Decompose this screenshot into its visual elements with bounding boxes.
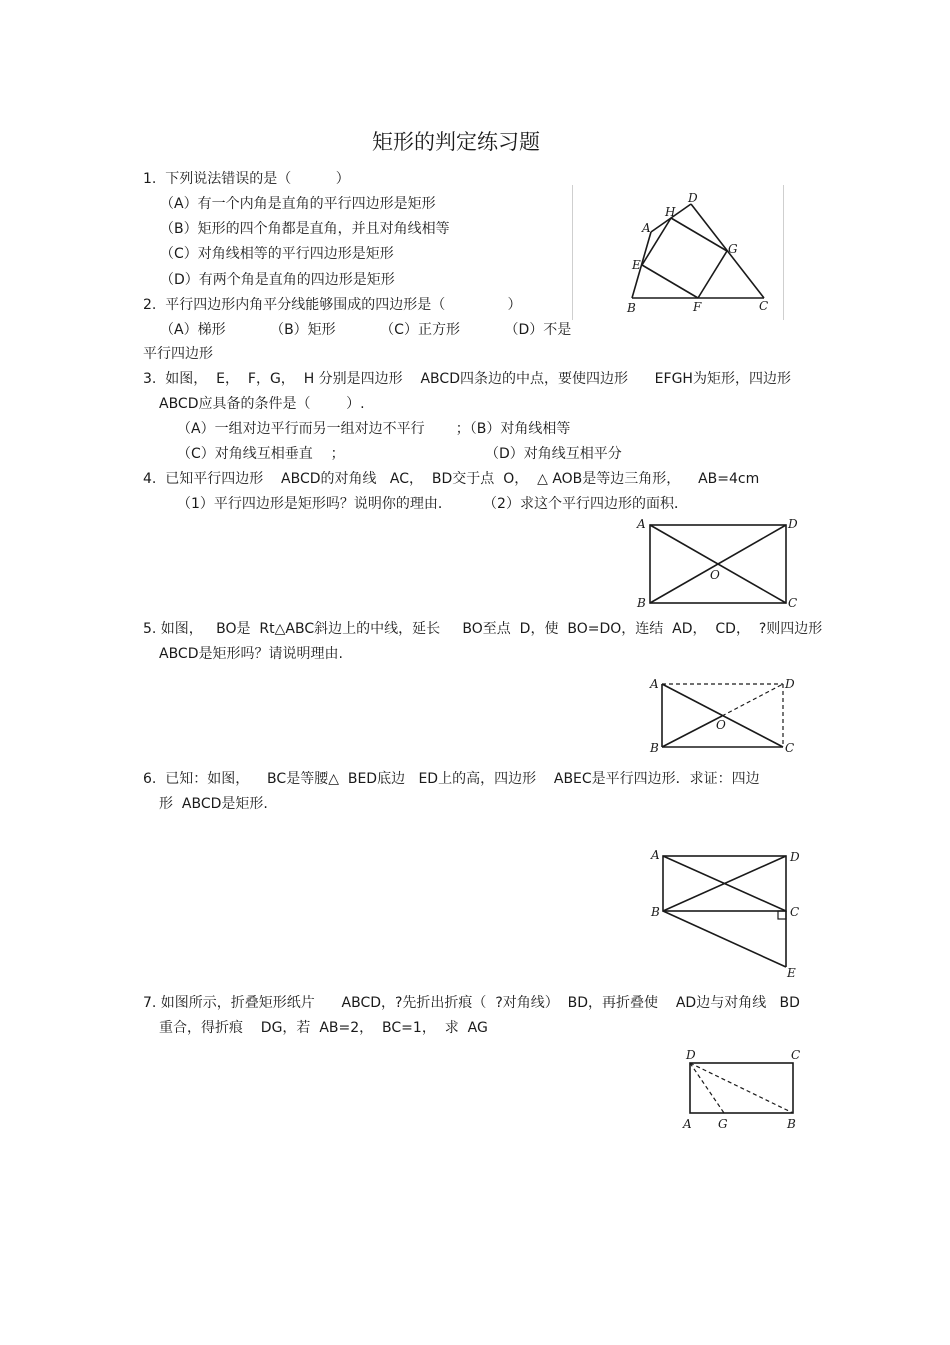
fig5-label-A: A xyxy=(683,1117,692,1131)
fig3-label-A: A xyxy=(650,677,659,691)
figure-lines xyxy=(632,204,764,298)
q4-subquestions: （1）平行四边形是矩形吗？说明你的理由． （2）求这个平行四边形的面积． xyxy=(177,496,688,512)
q3-option-d: （D）对角线互相平分 xyxy=(485,446,622,462)
fig4-label-A: A xyxy=(651,848,660,862)
q2-stem: 2. 平行四边形内角平分线能够围成的四边形是（ ） xyxy=(143,297,522,313)
fig4-label-D: D xyxy=(790,850,800,864)
q3-stem: 3. 如图， E， F，G， H 分别是四边形 ABCD四条边的中点，要使四边形 EFGH为矩形，四边形 xyxy=(143,371,791,387)
figure-lines xyxy=(650,525,786,603)
q1-option-b: （B）矩形的四个角都是直角，并且对角线相等 xyxy=(160,221,450,237)
fig3-label-C: C xyxy=(785,741,795,755)
q3-option-c: （C）对角线互相垂直 ； xyxy=(177,446,345,462)
q5-stem: 5. 如图， BO是 Rt△ABC斜边上的中线，延长 BO至点 D，使 BO=DO，连结 AD， CD， ?则四边形 xyxy=(143,621,823,637)
figure-quadrilateral-midpoints xyxy=(615,192,775,317)
q2-continuation: 平行四边形 xyxy=(143,346,213,362)
q4-stem: 4. 已知平行四边形 ABCD的对角线 AC， BD交于点 O， △ AOB是等边三角形， AB=4cm xyxy=(143,471,760,487)
fig2-label-O: O xyxy=(710,568,720,582)
q7-stem: 7. 如图所示，折叠矩形纸片 ABCD，?先折出折痕（ ?对角线） BD，再折叠使 AD边与对角线 BD xyxy=(143,995,800,1011)
figure-right-triangle-median xyxy=(645,675,805,755)
figure-folded-rectangle xyxy=(675,1045,815,1135)
fig1-label-B: B xyxy=(627,301,636,315)
fig2-label-C: C xyxy=(788,596,798,610)
q1-option-a: （A）有一个内角是直角的平行四边形是矩形 xyxy=(160,196,436,212)
q1-option-d: （D）有两个角是直角的四边形是矩形 xyxy=(160,272,395,288)
fig1-label-A: A xyxy=(642,221,651,235)
q1-stem: 1. 下列说法错误的是（ ） xyxy=(143,171,350,187)
fig2-label-B: B xyxy=(637,596,646,610)
fig5-label-C: C xyxy=(791,1048,801,1062)
fig2-label-D: D xyxy=(788,517,798,531)
fig5-label-B: B xyxy=(787,1117,796,1131)
fig3-label-D: D xyxy=(785,677,795,691)
fig2-label-A: A xyxy=(637,517,646,531)
figure-lines xyxy=(663,856,786,967)
figure-rectangle-diagonals xyxy=(630,515,805,610)
fig1-label-C: C xyxy=(759,299,769,313)
q3-continuation: ABCD应具备的条件是（ ）. xyxy=(159,396,365,412)
q2-options: （A）梯形 （B）矩形 （C）正方形 （D）不是 xyxy=(160,322,572,338)
fig4-label-B: B xyxy=(651,905,660,919)
figure-border-right xyxy=(783,185,784,320)
fig5-label-G: G xyxy=(718,1117,728,1131)
fig3-label-O: O xyxy=(716,718,726,732)
figure-border-left xyxy=(572,185,573,320)
fig4-label-C: C xyxy=(790,905,800,919)
q1-option-c: （C）对角线相等的平行四边形是矩形 xyxy=(160,246,394,262)
fig1-label-E: E xyxy=(632,258,641,272)
fig1-label-F: F xyxy=(693,300,702,314)
figure-parallelogram-isosceles xyxy=(645,845,810,980)
fig3-label-B: B xyxy=(650,741,659,755)
q7-continuation: 重合，得折痕 DG，若 AB=2， BC=1， 求 AG xyxy=(159,1020,488,1036)
q6-stem: 6. 已知：如图， BC是等腰△ BED底边 ED上的高，四边形 ABEC是平行四边形．求证：四边 xyxy=(143,771,760,787)
q6-continuation: 形 ABCD是矩形. xyxy=(159,796,268,812)
fig1-label-D: D xyxy=(688,191,698,205)
q5-continuation: ABCD是矩形吗？请说明理由. xyxy=(159,646,343,662)
fig4-label-E: E xyxy=(787,966,796,980)
fig5-label-D: D xyxy=(686,1048,696,1062)
fig1-label-H: H xyxy=(665,205,676,219)
q3-option-ab: （A）一组对边平行而另一组对边不平行 ；（B）对角线相等 xyxy=(177,421,571,437)
figure-lines xyxy=(662,684,783,747)
fig1-label-G: G xyxy=(728,242,738,256)
page-title: 矩形的判定练习题 xyxy=(372,130,540,154)
figure-lines xyxy=(690,1063,793,1113)
